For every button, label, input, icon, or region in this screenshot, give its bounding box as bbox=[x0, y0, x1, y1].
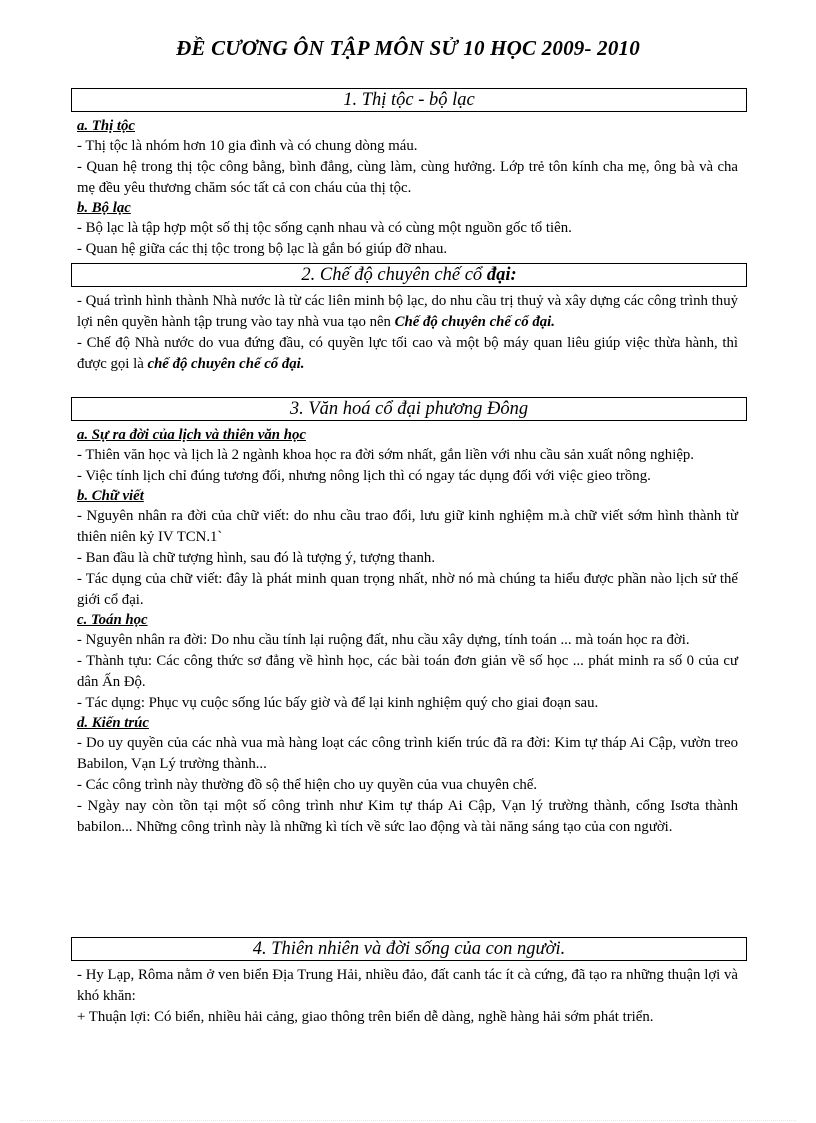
subheading-chu-viet: b. Chữ viết bbox=[77, 488, 144, 504]
subheading-bo-lac: b. Bộ lạc bbox=[77, 200, 131, 216]
paragraph: - Tác dụng: Phục vụ cuộc sống lúc bấy giờ và để lại kinh nghiệm quý cho giai đoạn sau. bbox=[77, 695, 599, 711]
paragraph: - Các công trình này thường đồ sộ thể hiện cho uy quyền của vua chuyên chế. bbox=[77, 777, 538, 793]
paragraph: - Thị tộc là nhóm hơn 10 gia đình và có chung dòng máu. bbox=[77, 138, 418, 154]
section-2-heading-text: 2. Chế độ chuyên chế cổ bbox=[301, 265, 487, 285]
paragraph: - Do uy quyền của các nhà vua mà hàng loạt các công trình kiến trúc đã ra đời: Kim tự tháp Ai Cập, vườn treo Babilon, Vạn Lý trường thành... bbox=[77, 735, 738, 772]
emphasis-text: Chế độ chuyên chế cổ đại. bbox=[394, 314, 555, 330]
emphasis-text: chế độ chuyên chế cổ đại. bbox=[147, 356, 305, 372]
paragraph: - Tác dụng của chữ viết: đây là phát minh quan trọng nhất, nhờ nó mà chúng ta hiểu được phần nào lịch sử thế giới cổ đại. bbox=[77, 571, 738, 608]
section-3-body bbox=[77, 426, 738, 838]
subheading-kien-truc: d. Kiến trúc bbox=[77, 715, 149, 731]
subheading-toan-hoc: c. Toán học bbox=[77, 612, 148, 628]
paragraph: - Ngày nay còn tồn tại một số công trình như Kim tự tháp Ai Cập, Vạn lý trường thành, cổng Isơta thành babilon... Những công trình này là những kì tích về sức lao động và tài năng sáng tạo của con người. bbox=[77, 798, 738, 835]
document-title: ĐỀ CƯƠNG ÔN TẬP MÔN SỬ 10 HỌC 2009- 2010 bbox=[176, 36, 640, 60]
paragraph: - Thiên văn học và lịch là 2 ngành khoa học ra đời sớm nhất, gắn liền với nhu cầu sản xuất nông nghiệp. bbox=[77, 447, 694, 463]
section-4-heading bbox=[71, 937, 747, 961]
paragraph: - Nguyên nhân ra đời của chữ viết: do nhu cầu trao đổi, lưu giữ kinh nghiệm m.à chữ viết sớm hình thành từ thiên niên kỷ IV TCN.1` bbox=[77, 508, 738, 545]
paragraph bbox=[77, 291, 738, 333]
paragraph: - Quan hệ giữa các thị tộc trong bộ lạc là gắn bó giúp đỡ nhau. bbox=[77, 241, 448, 257]
section-1-body bbox=[77, 117, 738, 260]
paragraph: - Nguyên nhân ra đời: Do nhu cầu tính lại ruộng đất, nhu cầu xây dựng, tính toán ... mà toán học ra đời. bbox=[77, 632, 690, 648]
section-2-heading bbox=[71, 263, 747, 287]
paragraph: - Ban đầu là chữ tượng hình, sau đó là tượng ý, tượng thanh. bbox=[77, 550, 436, 566]
section-3-heading-text: 3. Văn hoá cổ đại phương Đông bbox=[289, 399, 529, 419]
subheading-thi-toc: a. Thị tộc bbox=[77, 118, 135, 134]
section-4-body bbox=[77, 965, 738, 1028]
paragraph: + Thuận lợi: Có biển, nhiều hải cảng, giao thông trên biển dễ dàng, nghề hàng hải sớm phát triển. bbox=[77, 1009, 654, 1025]
section-3-heading bbox=[71, 397, 747, 421]
paragraph: - Hy Lạp, Rôma nằm ở ven biển Địa Trung Hải, nhiều đảo, đất canh tác ít cà cứng, đã tạo ra những thuận lợi và khó khăn: bbox=[77, 967, 738, 1004]
page-bottom-rule bbox=[20, 1120, 796, 1121]
paragraph bbox=[77, 333, 738, 375]
section-2-heading-bold: đại: bbox=[486, 265, 517, 285]
section-4-heading-text: 4. Thiên nhiên và đời sống của con người. bbox=[252, 939, 566, 959]
paragraph-text: - Quá trình hình thành Nhà nước là từ các liên minh bộ lạc, do nhu cầu trị thuỷ và xây dựng các công trình thuỷ lợi nên quyền hành tập trung vào tay nhà vua tạo nên bbox=[77, 293, 738, 330]
section-2-body bbox=[77, 291, 738, 375]
paragraph: - Bộ lạc là tập hợp một số thị tộc sống cạnh nhau và có cùng một nguồn gốc tổ tiên. bbox=[77, 220, 572, 236]
paragraph-text: - Chế độ Nhà nước do vua đứng đầu, có quyền lực tối cao và một bộ máy quan liêu giúp việc thừa hành, thì được gọi là bbox=[77, 335, 738, 372]
subheading-lich-thien-van: a. Sự ra đời của lịch và thiên văn học bbox=[77, 427, 306, 443]
section-1-heading-text: 1. Thị tộc - bộ lạc bbox=[343, 90, 475, 110]
paragraph: - Việc tính lịch chỉ đúng tương đối, nhưng nông lịch thì có ngay tác dụng đối với việc gieo trồng. bbox=[77, 468, 651, 484]
section-1-heading bbox=[71, 88, 747, 112]
paragraph: - Quan hệ trong thị tộc công bằng, bình đẳng, cùng làm, cùng hưởng. Lớp trẻ tôn kính cha mẹ, ông bà và cha mẹ đều yêu thương chăm sóc tất cả con cháu của thị tộc. bbox=[77, 159, 738, 196]
paragraph: - Thành tựu: Các công thức sơ đẳng về hình học, các bài toán đơn giản về số học ... phát minh ra số 0 của cư dân Ấn Độ. bbox=[77, 653, 738, 690]
